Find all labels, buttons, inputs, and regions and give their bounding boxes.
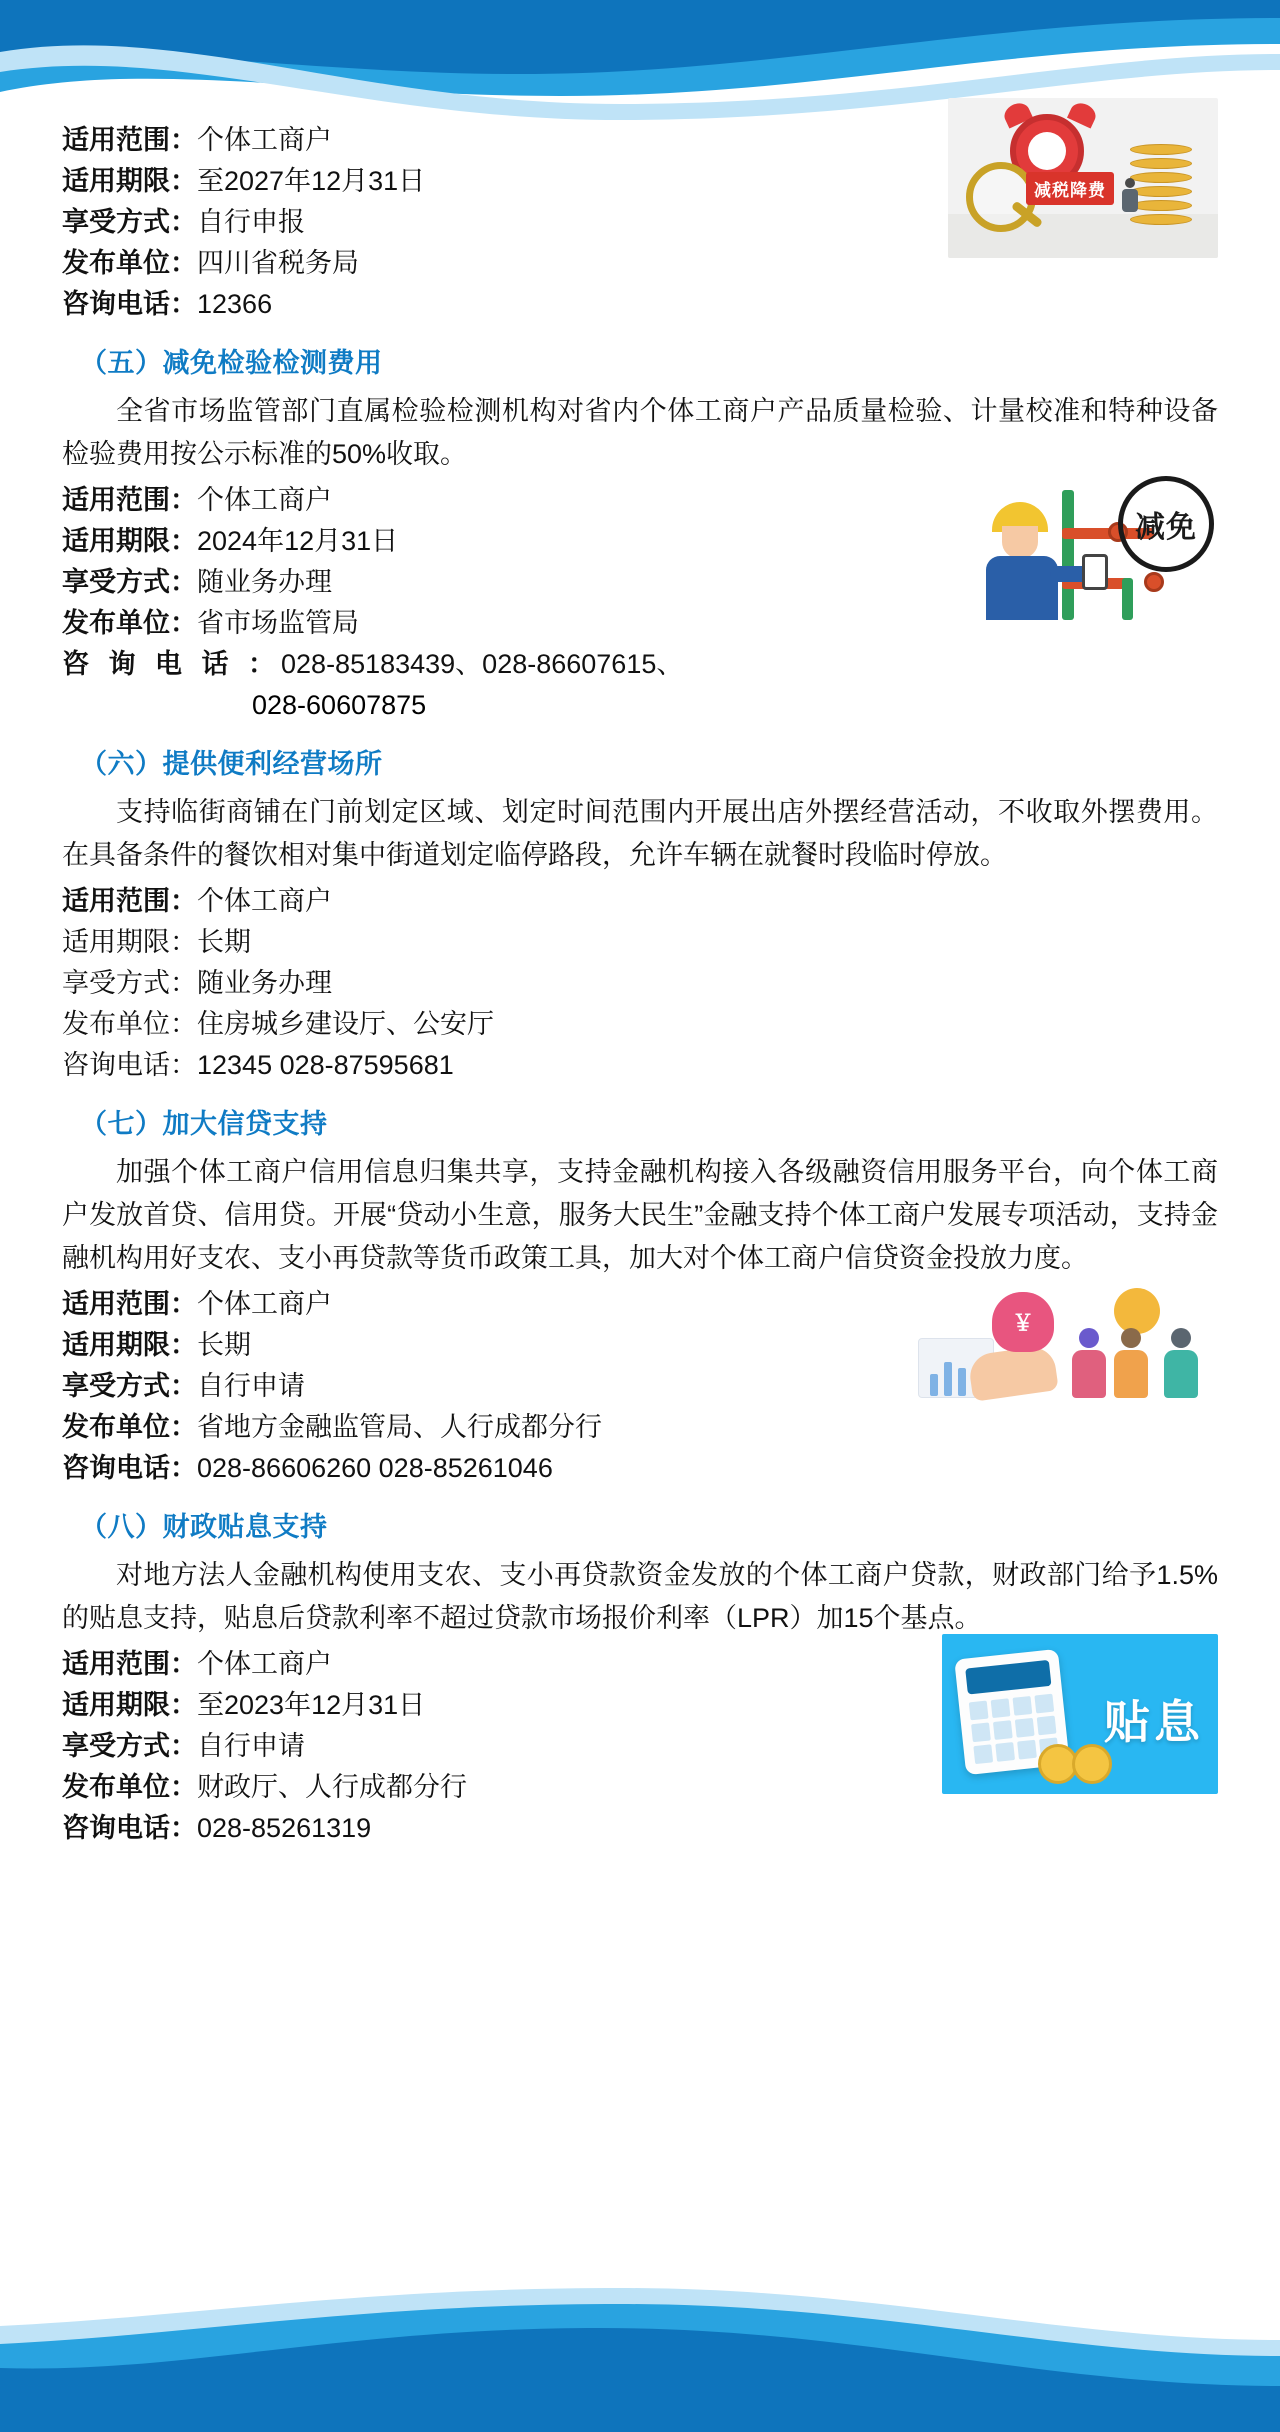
phone-value: 028-85261319	[197, 1813, 372, 1843]
section-7	[62, 1102, 1218, 1489]
issuer-row	[62, 1407, 1218, 1448]
chart-bar-3	[958, 1368, 966, 1396]
issuer-label: 发布单位：	[62, 608, 197, 638]
period-value: 2024年12月31日	[197, 526, 399, 556]
worker-face	[1002, 526, 1038, 558]
section-7-title: （七）加大信贷支持	[80, 1109, 328, 1139]
section-8-title: （八）财政贴息支持	[80, 1512, 328, 1542]
phone-value: 12366	[197, 289, 273, 319]
scope-row	[62, 881, 1218, 922]
section-8	[62, 1505, 1218, 1849]
method-row	[62, 963, 1218, 1004]
issuer-value: 省市场监管局	[197, 608, 359, 638]
pipe-vertical-green	[1062, 490, 1074, 620]
scope-label: 适用范围：	[62, 1289, 197, 1319]
period-row	[62, 922, 1218, 963]
scope-value: 个体工商户	[197, 886, 332, 916]
method-label: 享受方式：	[62, 207, 197, 237]
section-6-body: 支持临街商铺在门前划定区域、划定时间范围内开展出店外摆经营活动，不收取外摆费用。在具备条件的餐饮相对集中街道划定临停路段，允许车辆在就餐时段临时停放。	[62, 797, 1218, 870]
phone-row	[62, 1808, 1218, 1849]
period-label: 适用期限：	[62, 526, 197, 556]
interest-subsidy-image	[942, 1634, 1218, 1794]
section-6-title: （六）提供便利经营场所	[80, 749, 383, 779]
method-value: 自行申请	[197, 1371, 305, 1401]
method-label: 享受方式：	[62, 567, 197, 597]
tax-reduction-tag: 减税降费	[1026, 172, 1114, 205]
section-7-body: 加强个体工商户信用信息归集共享，支持金融机构接入各级融资信用服务平台，向个体工商户发放首贷、信用贷。开展“贷动小生意，服务大民生”金融支持个体工商户发展专项活动，支持金融机构用好支农、支小再贷款等货币政策工具，加大对个体工商户信贷资金投放力度。	[62, 1157, 1218, 1273]
period-value: 至2027年12月31日	[197, 166, 426, 196]
interest-subsidy-illustration	[924, 1644, 1218, 1794]
person-2	[1114, 1328, 1148, 1398]
figurine-icon	[1122, 178, 1138, 212]
subsidy-label: 贴息	[1104, 1696, 1204, 1748]
smartphone-icon	[1082, 554, 1108, 590]
issuer-row	[62, 1004, 1218, 1045]
issuer-label: 发布单位：	[62, 1412, 197, 1442]
pipe-vertical-green-2	[1122, 578, 1133, 620]
person-1	[1072, 1328, 1106, 1398]
scope-label: 适用范围：	[62, 1649, 197, 1679]
section-6	[62, 742, 1218, 1086]
credit-support-image	[918, 1274, 1218, 1404]
money-bag-icon	[992, 1292, 1054, 1352]
phone-row	[62, 644, 1218, 685]
phone-row	[62, 1448, 1218, 1489]
phone-label: 咨询电话：	[62, 289, 197, 319]
phone-value: 028-85183439、028-86607615、	[281, 649, 684, 679]
tax-reduction-illustration	[928, 120, 1218, 262]
period-value: 长期	[197, 927, 251, 957]
method-label: 享受方式：	[62, 968, 197, 998]
period-label: 适用期限：	[62, 166, 197, 196]
valve-icon-2	[1144, 572, 1164, 592]
period-label: 适用期限：	[62, 1690, 197, 1720]
period-value: 长期	[197, 1330, 251, 1360]
scope-value: 个体工商户	[197, 1649, 332, 1679]
scope-label: 适用范围：	[62, 125, 197, 155]
phone-value: 028-86606260 028-85261046	[197, 1453, 553, 1483]
phone-value: 12345 028-87595681	[197, 1050, 454, 1080]
phone-continuation: 028-60607875	[252, 690, 427, 720]
method-label: 享受方式：	[62, 1731, 197, 1761]
person-3	[1164, 1328, 1198, 1398]
section-5-body: 全省市场监管部门直属检验检测机构对省内个体工商户产品质量检验、计量校准和特种设备检验费用按公示标准的50%收取。	[62, 396, 1218, 469]
section-5	[62, 341, 1218, 726]
issuer-value: 省地方金融监管局、人行成都分行	[197, 1412, 602, 1442]
worker-body	[986, 556, 1058, 620]
issuer-value: 住房城乡建设厅、公安厅	[197, 1009, 494, 1039]
section-policy-top	[62, 120, 1218, 325]
phone-label: 咨 询 电 话 ：	[62, 649, 282, 679]
issuer-value: 四川省税务局	[197, 248, 359, 278]
calculator-screen	[965, 1660, 1051, 1695]
inspection-worker-image	[958, 466, 1218, 636]
method-value: 自行申报	[197, 207, 305, 237]
scope-value: 个体工商户	[197, 125, 332, 155]
phone-row	[62, 1045, 1218, 1086]
phone-label: 咨询电话：	[62, 1050, 197, 1080]
phone-label: 咨询电话：	[62, 1453, 197, 1483]
chart-bar-2	[944, 1362, 952, 1396]
period-value: 至2023年12月31日	[197, 1690, 426, 1720]
issuer-label: 发布单位：	[62, 1009, 197, 1039]
section-5-title: （五）减免检验检测费用	[80, 348, 383, 378]
scope-value: 个体工商户	[197, 1289, 332, 1319]
issuer-value: 财政厅、人行成都分行	[197, 1772, 467, 1802]
method-label: 享受方式：	[62, 1371, 197, 1401]
chart-bar-1	[930, 1374, 938, 1396]
scope-label: 适用范围：	[62, 485, 197, 515]
inspection-worker-illustration	[938, 480, 1218, 636]
method-value: 自行申请	[197, 1731, 305, 1761]
method-value: 随业务办理	[197, 968, 332, 998]
period-label: 适用期限：	[62, 927, 197, 957]
issuer-label: 发布单位：	[62, 248, 197, 278]
scope-value: 个体工商户	[197, 485, 332, 515]
money-bag-symbol: ￥	[1011, 1310, 1035, 1336]
coin-stack-icon	[1130, 144, 1192, 218]
phone-label: 咨询电话：	[62, 1813, 197, 1843]
method-value: 随业务办理	[197, 567, 332, 597]
section-8-body: 对地方法人金融机构使用支农、支小再贷款资金发放的个体工商户贷款，财政部门给予1.5%的贴息支持，贴息后贷款利率不超过贷款市场报价利率（LPR）加15个基点。	[62, 1560, 1218, 1633]
phone-row	[62, 284, 1218, 325]
tax-reduction-image	[948, 98, 1218, 258]
reduction-stamp: 减免	[1118, 476, 1214, 572]
credit-support-illustration	[900, 1284, 1218, 1404]
period-label: 适用期限：	[62, 1330, 197, 1360]
issuer-label: 发布单位：	[62, 1772, 197, 1802]
scope-label: 适用范围：	[62, 886, 197, 916]
